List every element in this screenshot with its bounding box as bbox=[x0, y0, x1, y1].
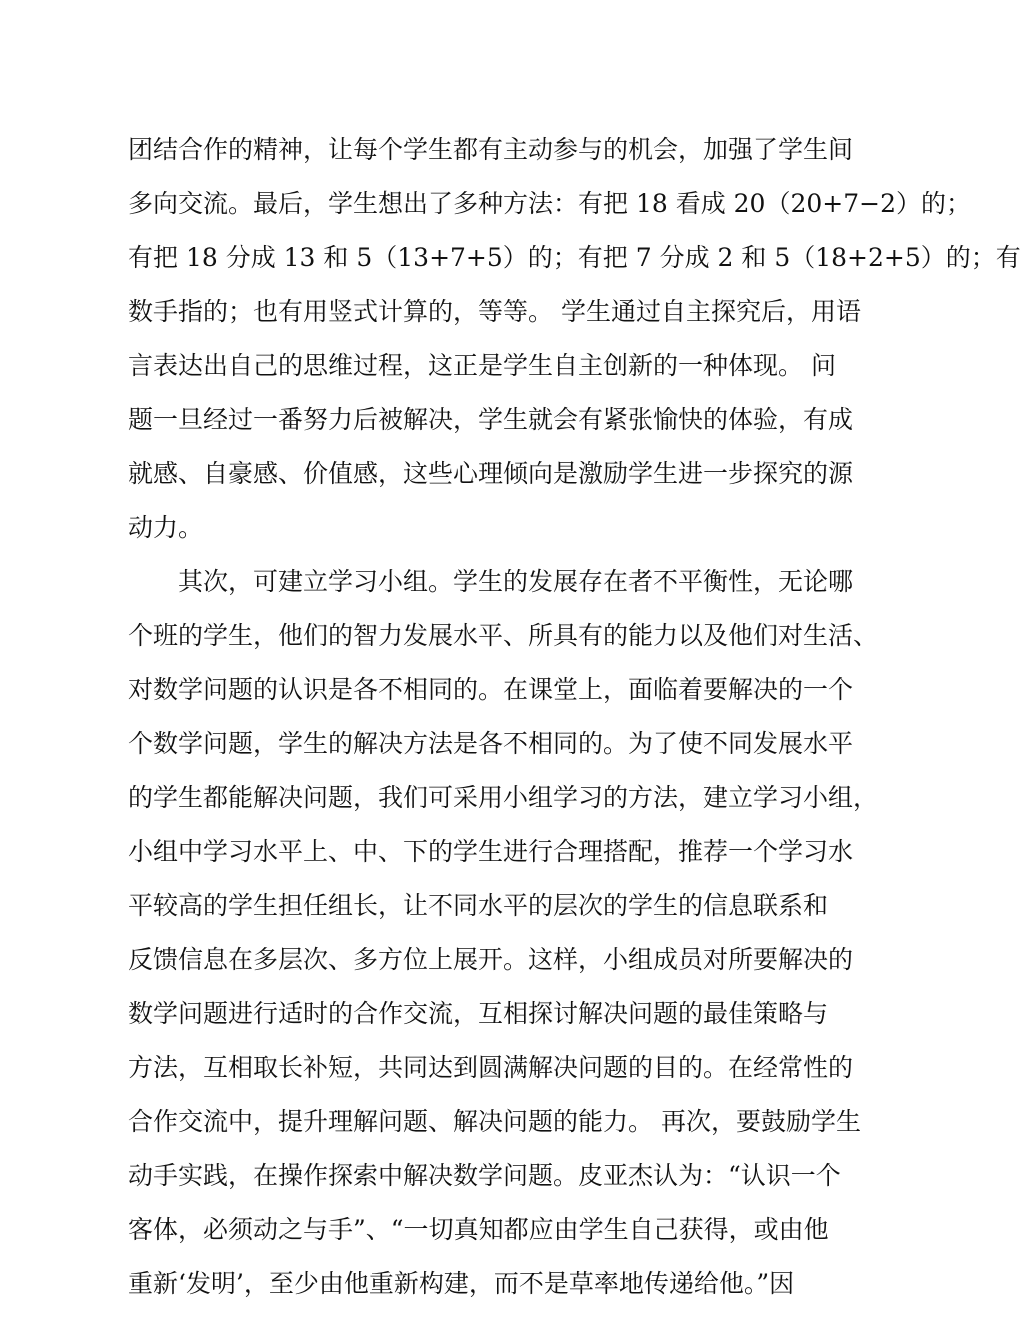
text-line: 合作交流中，提升理解问题、解决问题的能力。 再次，要鼓励学生 bbox=[128, 1107, 861, 1136]
text-line: 团结合作的精神，让每个学生都有主动参与的机会，加强了学生间 bbox=[128, 135, 854, 164]
text-line: 小组中学习水平上、中、下的学生进行合理搭配，推荐一个学习水 bbox=[128, 837, 854, 866]
text-line: 客体，必须动之与手”、“一切真知都应由学生自己获得，或由他 bbox=[128, 1215, 829, 1244]
text-line: 重新‘发明’，至少由他重新构建，而不是草率地传递给他。”因 bbox=[128, 1269, 795, 1298]
text-line: 言表达出自己的思维过程，这正是学生自主创新的一种体现。 问 bbox=[128, 351, 836, 380]
text-line: 动力。 bbox=[128, 513, 204, 542]
text-line: 数手指的；也有用竖式计算的，等等。 学生通过自主探究后，用语 bbox=[128, 297, 861, 326]
text-line: 就感、自豪感、价值感，这些心理倾向是激励学生进一步探究的源 bbox=[128, 459, 854, 488]
text-line: 多向交流。最后，学生想出了多种方法：有把 18 看成 20（20+7−2）的； bbox=[128, 189, 971, 218]
text-line: 有把 18 分成 13 和 5（13+7+5）的；有把 7 分成 2 和 5（18+2+5）的；有 bbox=[128, 243, 1021, 272]
text-line: 平较高的学生担任组长，让不同水平的层次的学生的信息联系和 bbox=[128, 891, 829, 920]
text-line: 方法，互相取长补短，共同达到圆满解决问题的目的。在经常性的 bbox=[128, 1053, 854, 1082]
text-line: 个班的学生，他们的智力发展水平、所具有的能力以及他们对生活、 bbox=[128, 621, 879, 650]
text-line: 数学问题进行适时的合作交流，互相探讨解决问题的最佳策略与 bbox=[128, 999, 829, 1028]
text-line: 对数学问题的认识是各不相同的。在课堂上，面临着要解决的一个 bbox=[128, 675, 854, 704]
text-line: 题一旦经过一番努力后被解决，学生就会有紧张愉快的体验，有成 bbox=[128, 405, 854, 434]
text-line: 的学生都能解决问题，我们可采用小组学习的方法，建立学习小组， bbox=[128, 783, 879, 812]
text-line: 反馈信息在多层次、多方位上展开。这样，小组成员对所要解决的 bbox=[128, 945, 854, 974]
text-line: 动手实践，在操作探索中解决数学问题。皮亚杰认为：“认识一个 bbox=[128, 1161, 841, 1190]
text-line: 个数学问题，学生的解决方法是各不相同的。为了使不同发展水平 bbox=[128, 729, 854, 758]
paragraph-first-line: 其次，可建立学习小组。学生的发展存在者不平衡性，无论哪 bbox=[178, 567, 854, 596]
